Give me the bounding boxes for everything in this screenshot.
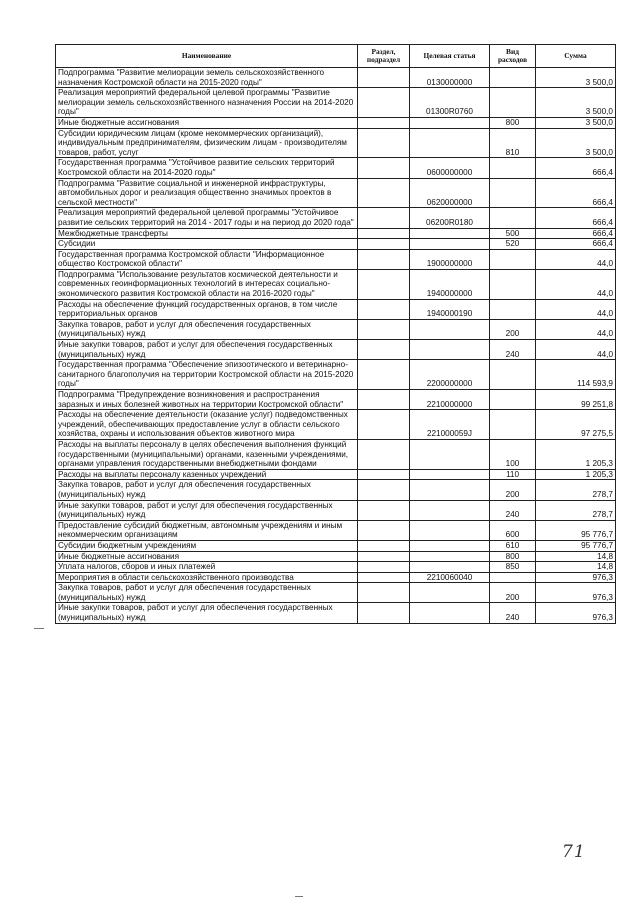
table-row [56, 319, 616, 339]
cell-name: Иные бюджетные ассигнования [56, 551, 358, 562]
cell-kind [490, 68, 536, 88]
cell-name: Подпрограмма "Развитие социальной и инженерной инфраструктуры, автомобильных дорог и реализация общественно значимых проектов в сельской местности" [56, 178, 358, 208]
cell-sum: 44,0 [536, 340, 616, 360]
cell-kind: 800 [490, 117, 536, 128]
header-name: Наименование [56, 45, 358, 68]
table-row [56, 583, 616, 603]
cell-name: Иные закупки товаров, работ и услуг для обеспечения государственных (муниципальных) нужд [56, 500, 358, 520]
header-section: Раздел, подраздел [358, 45, 410, 68]
cell-sum: 666,4 [536, 158, 616, 178]
cell-code [410, 540, 490, 551]
cell-kind: 800 [490, 551, 536, 562]
cell-sum: 95 776,7 [536, 540, 616, 551]
cell-code: 0600000000 [410, 158, 490, 178]
cell-code: 01300R0760 [410, 88, 490, 118]
cell-name: Иные закупки товаров, работ и услуг для обеспечения государственных (муниципальных) нужд [56, 603, 358, 623]
cell-kind: 200 [490, 480, 536, 500]
cell-code [410, 551, 490, 562]
cell-section [358, 562, 410, 573]
cell-name: Подпрограмма "Использование результатов космической деятельности и современных геоинформационных технологий в интересах социально-экономического развития Костромской области на 2016-2020 годы" [56, 269, 358, 299]
cell-name: Государственная программа "Обеспечение эпизоотического и ветеринарно-санитарного благополучия на территории Костромской области на 2015-2020 годы" [56, 360, 358, 390]
cell-section [358, 500, 410, 520]
cell-name: Предоставление субсидий бюджетным, автономным учреждениям и иным некоммерческим организациям [56, 520, 358, 540]
cell-section [358, 239, 410, 250]
cell-name: Расходы на выплаты персоналу в целях обеспечения выполнения функций государственными (муниципальными) органами, казенными учреждениями, органами управления государственными внебюджетными фондами [56, 439, 358, 469]
cell-code [410, 128, 490, 158]
table-row [56, 208, 616, 228]
table-row [56, 469, 616, 480]
cell-sum: 1 205,3 [536, 469, 616, 480]
cell-section [358, 603, 410, 623]
table-row [56, 562, 616, 573]
cell-section [358, 208, 410, 228]
cell-sum: 44,0 [536, 249, 616, 269]
budget-sheet [55, 44, 615, 624]
cell-code [410, 562, 490, 573]
cell-kind: 600 [490, 520, 536, 540]
cell-code: 0130000000 [410, 68, 490, 88]
cell-section [358, 340, 410, 360]
cell-name: Субсидии [56, 239, 358, 250]
budget-table [55, 44, 616, 624]
cell-kind: 850 [490, 562, 536, 573]
cell-name: Подпрограмма "Предупреждение возникновения и распространения заразных и иных болезней животных на территории Костромской области" [56, 390, 358, 410]
table-body [56, 68, 616, 624]
cell-sum: 14,8 [536, 562, 616, 573]
cell-name: Закупка товаров, работ и услуг для обеспечения государственных (муниципальных) нужд [56, 480, 358, 500]
cell-section [358, 480, 410, 500]
cell-code: 1940000000 [410, 269, 490, 299]
cell-kind: 240 [490, 500, 536, 520]
cell-kind: 200 [490, 319, 536, 339]
cell-section [358, 158, 410, 178]
cell-sum: 976,3 [536, 603, 616, 623]
cell-name: Субсидии юридическим лицам (кроме некоммерческих организаций), индивидуальным предпринимателям, физическим лицам - производителям товаров, работ, услуг [56, 128, 358, 158]
cell-kind [490, 178, 536, 208]
table-row [56, 551, 616, 562]
cell-section [358, 299, 410, 319]
cell-sum: 3 500,0 [536, 128, 616, 158]
cell-kind [490, 299, 536, 319]
cell-code [410, 239, 490, 250]
cell-section [358, 583, 410, 603]
cell-sum: 976,3 [536, 572, 616, 583]
table-row [56, 480, 616, 500]
cell-section [358, 178, 410, 208]
cell-code [410, 500, 490, 520]
cell-sum: 97 275,5 [536, 410, 616, 440]
cell-name: Подпрограмма "Развитие мелиорации земель сельскохозяйственного назначения Костромской области на 2015-2020 годы" [56, 68, 358, 88]
cell-section [358, 88, 410, 118]
page-number: 71 [562, 842, 586, 862]
cell-sum: 3 500,0 [536, 117, 616, 128]
cell-sum: 114 593,9 [536, 360, 616, 390]
cell-code [410, 603, 490, 623]
cell-sum: 95 776,7 [536, 520, 616, 540]
table-row [56, 360, 616, 390]
cell-kind [490, 360, 536, 390]
cell-section [358, 469, 410, 480]
table-row [56, 239, 616, 250]
cell-code [410, 583, 490, 603]
cell-name: Уплата налогов, сборов и иных платежей [56, 562, 358, 573]
margin-mark [295, 896, 303, 897]
cell-sum: 1 205,3 [536, 439, 616, 469]
table-row [56, 269, 616, 299]
table-row [56, 158, 616, 178]
cell-code [410, 340, 490, 360]
cell-kind: 110 [490, 469, 536, 480]
table-row [56, 439, 616, 469]
cell-sum: 666,4 [536, 239, 616, 250]
cell-kind: 520 [490, 239, 536, 250]
cell-name: Иные закупки товаров, работ и услуг для обеспечения государственных (муниципальных) нужд [56, 340, 358, 360]
cell-name: Государственная программа Костромской области "Информационное общество Костромской области" [56, 249, 358, 269]
cell-kind [490, 249, 536, 269]
cell-code [410, 228, 490, 239]
table-row [56, 117, 616, 128]
cell-sum: 3 500,0 [536, 88, 616, 118]
cell-section [358, 439, 410, 469]
cell-name: Расходы на выплаты персоналу казенных учреждений [56, 469, 358, 480]
cell-kind: 810 [490, 128, 536, 158]
cell-name: Реализация мероприятий федеральной целевой программы "Развитие мелиорации земель сельскохозяйственного назначения России на 2014-2020 годы" [56, 88, 358, 118]
cell-code: 2200000000 [410, 360, 490, 390]
table-row [56, 299, 616, 319]
cell-kind: 240 [490, 603, 536, 623]
cell-name: Расходы на обеспечение функций государственных органов, в том числе территориальных органов [56, 299, 358, 319]
cell-section [358, 410, 410, 440]
cell-kind [490, 410, 536, 440]
cell-section [358, 360, 410, 390]
cell-code: 0620000000 [410, 178, 490, 208]
table-row [56, 178, 616, 208]
table-row [56, 88, 616, 118]
cell-name: Мероприятия в области сельскохозяйственного производства [56, 572, 358, 583]
cell-kind: 100 [490, 439, 536, 469]
cell-sum: 44,0 [536, 269, 616, 299]
cell-code [410, 117, 490, 128]
cell-section [358, 551, 410, 562]
cell-sum: 44,0 [536, 319, 616, 339]
cell-section [358, 319, 410, 339]
table-row [56, 520, 616, 540]
table-row [56, 540, 616, 551]
cell-section [358, 390, 410, 410]
cell-name: Межбюджетные трансферты [56, 228, 358, 239]
table-row [56, 340, 616, 360]
cell-section [358, 269, 410, 299]
table-row [56, 603, 616, 623]
cell-code: 06200R0180 [410, 208, 490, 228]
cell-code: 1940000190 [410, 299, 490, 319]
cell-sum: 666,4 [536, 178, 616, 208]
table-row [56, 228, 616, 239]
cell-name: Субсидии бюджетным учреждениям [56, 540, 358, 551]
cell-sum: 14,8 [536, 551, 616, 562]
cell-sum: 44,0 [536, 299, 616, 319]
cell-sum: 976,3 [536, 583, 616, 603]
table-row [56, 68, 616, 88]
table-row [56, 500, 616, 520]
cell-sum: 3 500,0 [536, 68, 616, 88]
cell-kind: 610 [490, 540, 536, 551]
cell-code: 221000059J [410, 410, 490, 440]
cell-section [358, 572, 410, 583]
cell-sum: 278,7 [536, 500, 616, 520]
cell-code: 2210060040 [410, 572, 490, 583]
cell-section [358, 249, 410, 269]
cell-section [358, 228, 410, 239]
cell-kind [490, 269, 536, 299]
cell-kind: 200 [490, 583, 536, 603]
cell-code [410, 439, 490, 469]
cell-kind [490, 158, 536, 178]
header-kind: Вид расходов [490, 45, 536, 68]
cell-code [410, 480, 490, 500]
cell-kind [490, 208, 536, 228]
cell-kind [490, 572, 536, 583]
cell-code [410, 319, 490, 339]
cell-kind: 500 [490, 228, 536, 239]
table-row [56, 249, 616, 269]
cell-section [358, 117, 410, 128]
table-row [56, 572, 616, 583]
cell-section [358, 540, 410, 551]
cell-name: Иные бюджетные ассигнования [56, 117, 358, 128]
cell-section [358, 520, 410, 540]
cell-code: 1900000000 [410, 249, 490, 269]
cell-sum: 278,7 [536, 480, 616, 500]
header-sum: Сумма [536, 45, 616, 68]
cell-kind [490, 390, 536, 410]
table-row [56, 390, 616, 410]
cell-sum: 666,4 [536, 228, 616, 239]
cell-name: Расходы на обеспечение деятельности (оказание услуг) подведомственных учреждений, обеспечивающих предоставление услуг в области сельского хозяйства, охраны и использования объектов животного мира [56, 410, 358, 440]
cell-code: 2210000000 [410, 390, 490, 410]
table-row [56, 410, 616, 440]
header-code: Целевая статья [410, 45, 490, 68]
margin-mark [34, 628, 44, 629]
cell-sum: 666,4 [536, 208, 616, 228]
table-row [56, 128, 616, 158]
table-header [56, 45, 616, 68]
cell-name: Закупка товаров, работ и услуг для обеспечения государственных (муниципальных) нужд [56, 319, 358, 339]
cell-name: Закупка товаров, работ и услуг для обеспечения государственных (муниципальных) нужд [56, 583, 358, 603]
cell-section [358, 128, 410, 158]
header-row [56, 45, 616, 68]
cell-kind [490, 88, 536, 118]
cell-name: Государственная программа "Устойчивое развитие сельских территорий Костромской области на 2014-2020 годы" [56, 158, 358, 178]
cell-name: Реализация мероприятий федеральной целевой программы "Устойчивое развитие сельских территорий на 2014 - 2017 годы и на период до 2020 года" [56, 208, 358, 228]
cell-section [358, 68, 410, 88]
cell-code [410, 469, 490, 480]
cell-kind: 240 [490, 340, 536, 360]
cell-code [410, 520, 490, 540]
cell-sum: 99 251,8 [536, 390, 616, 410]
